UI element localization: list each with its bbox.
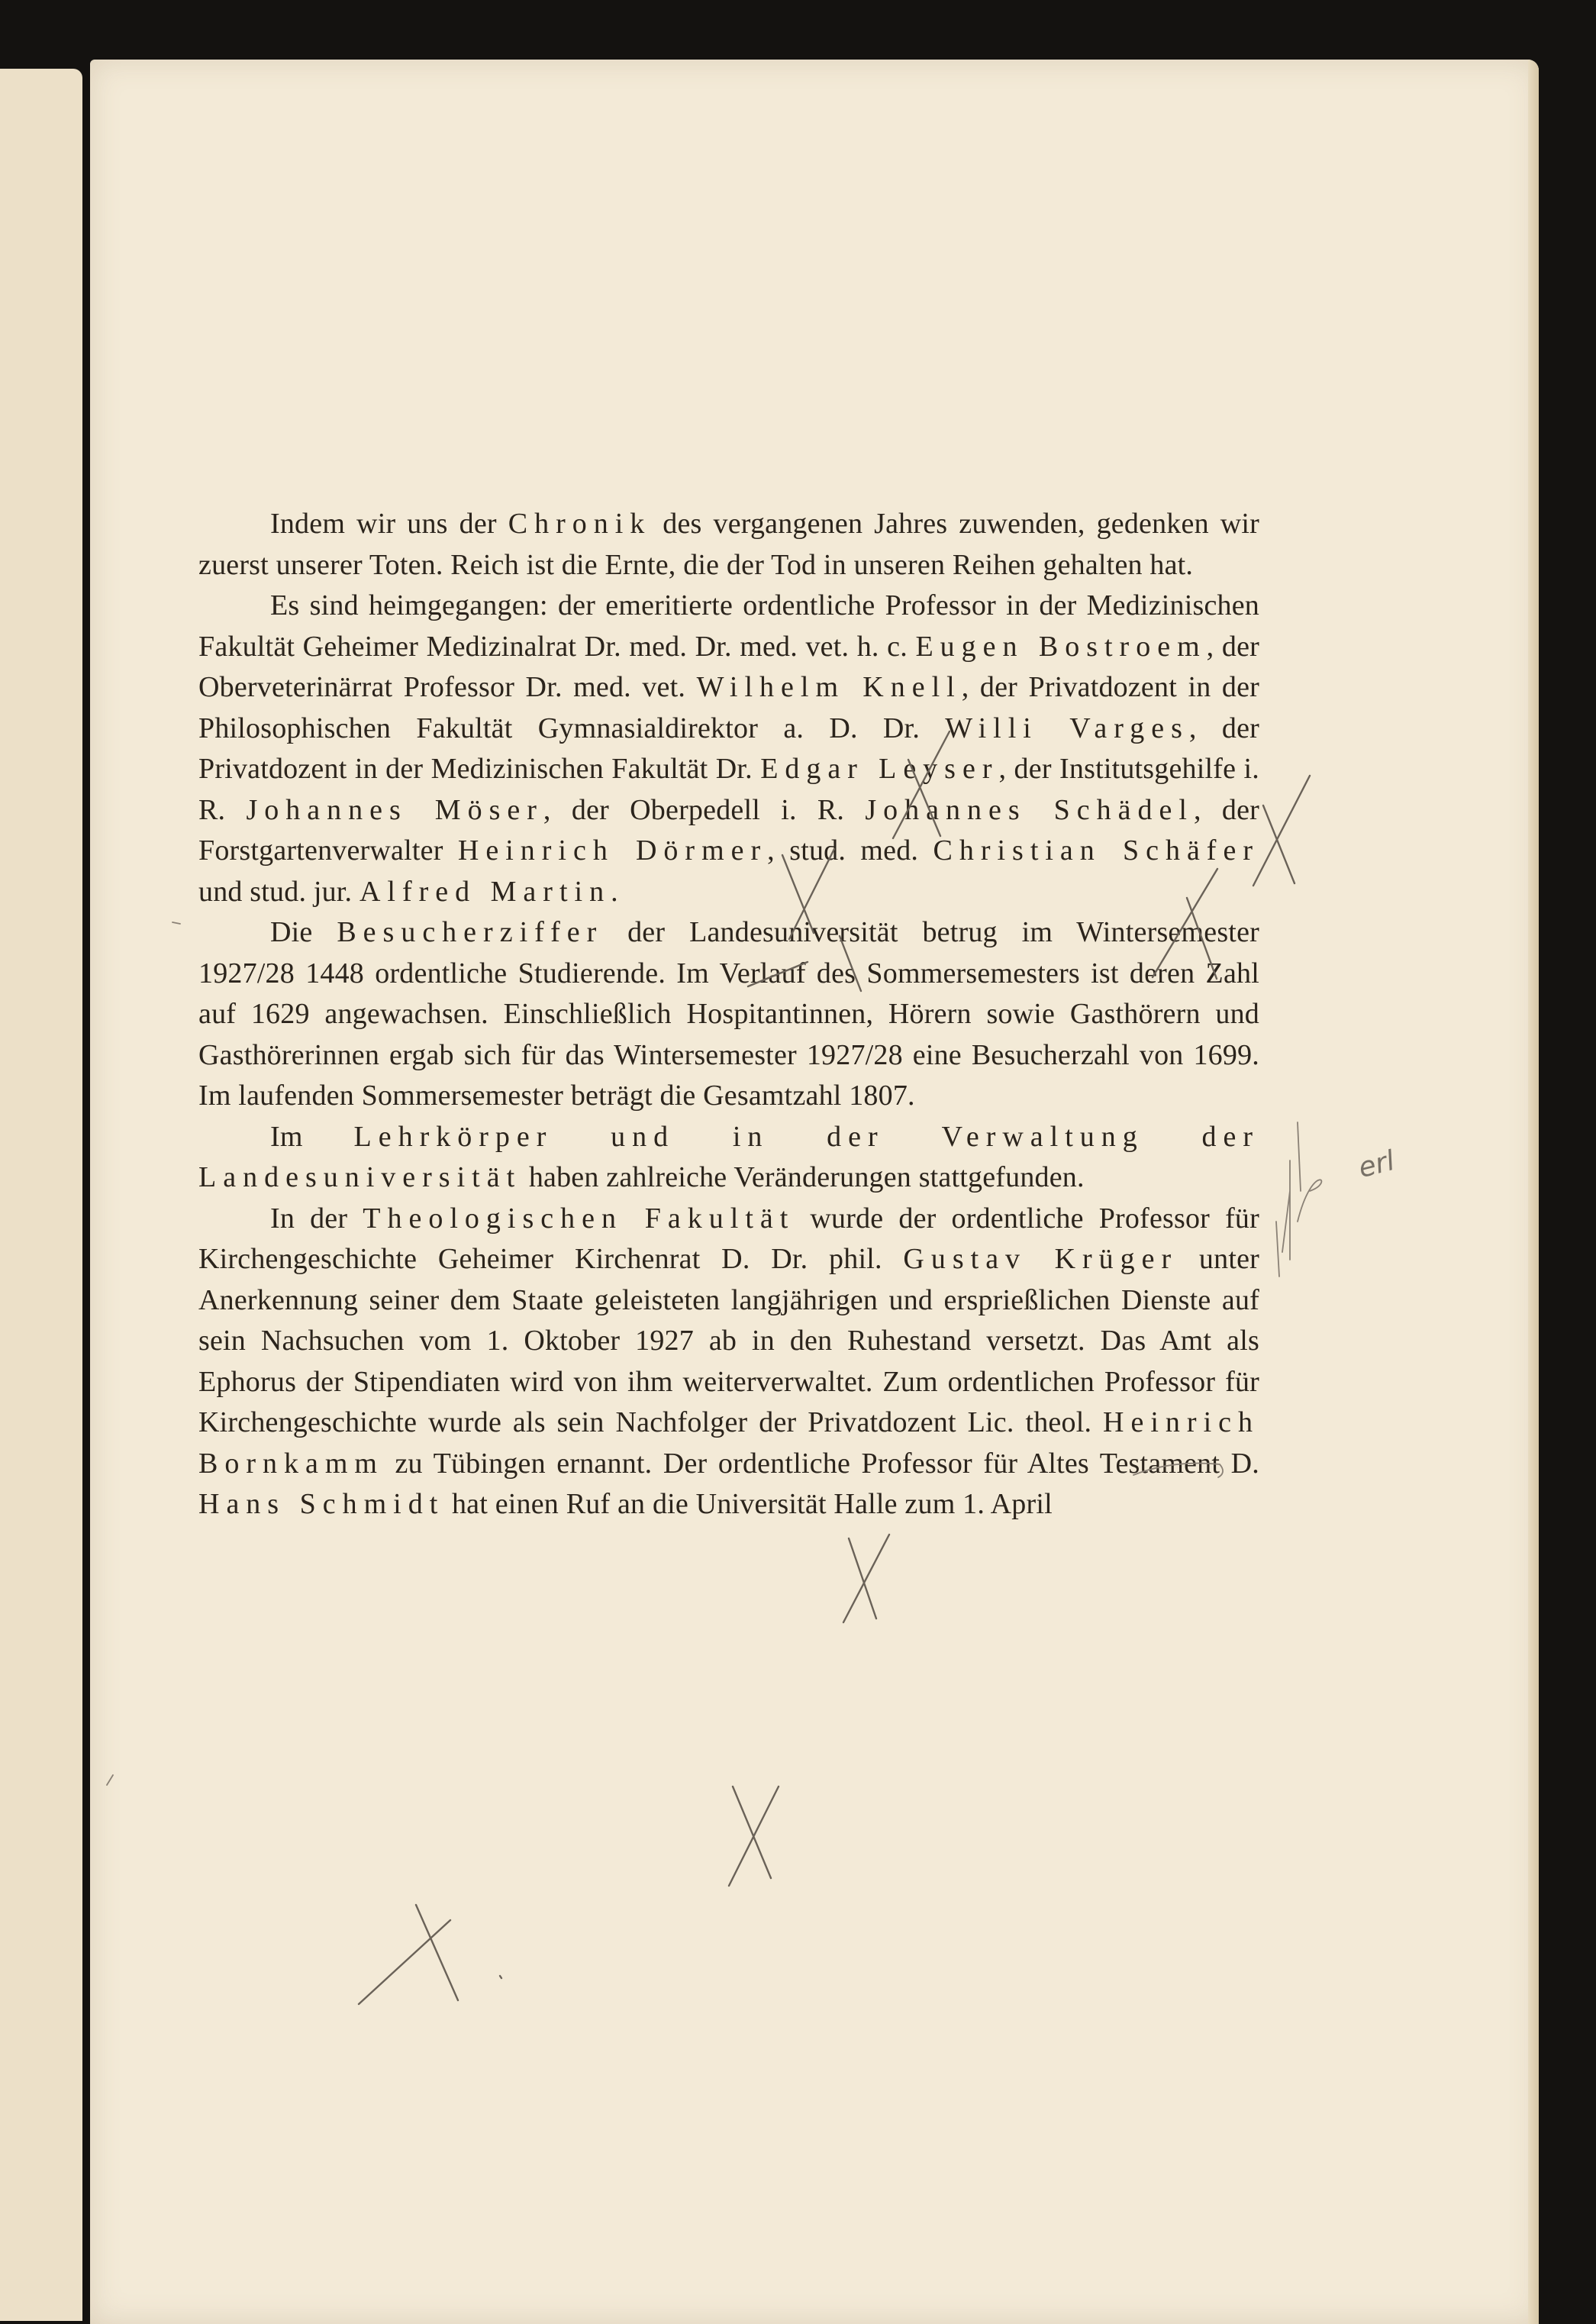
text-run: haben zahlreiche Veränderungen stattgefunden. [521,1161,1085,1193]
text-run: zu Tübingen ernannt. Der ordentliche Professor für Altes Testament D. [383,1447,1259,1480]
spaced-name: Johannes Möser [246,793,543,826]
text-run: und stud. jur. [198,875,360,908]
spaced-name: Lehrkörper und in der Verwaltung der Landesuniversität [198,1120,1259,1193]
spaced-name: Chronik [508,508,652,540]
spaced-name: Theologischen Fakultät [363,1202,795,1235]
text-run: , stud. med. [767,834,933,867]
spaced-name: Hans Schmidt [198,1488,445,1520]
spaced-name: Alfred Martin [359,875,611,908]
text-run: Die [270,916,337,948]
text-run: , der Privatdozent in der Medizinischen Fakultät Dr. [198,712,1259,785]
spaced-name: Eugen Bostroem [915,630,1207,663]
facing-page-edge [0,69,82,2321]
paragraph-deceased [198,586,1259,912]
spaced-name: Johannes Schädel [865,793,1194,826]
paragraph-staff-changes [198,1117,1259,1199]
text-run: Es sind heimgegangen: der emeritierte ordentliche Professor in der Medizinischen Fakultät Geheimer Medizinalrat Dr. med. Dr. med. vet. h. c. [198,589,1259,663]
text-run: des vergangenen Jahres zuwenden, gedenken wir zuerst unserer Toten. Reich ist die Ernte, die der Tod in unseren Reihen gehalten hat. [198,508,1259,581]
text-run: unter Anerkennung seiner dem Staate geleisteten langjährigen und ersprießlichen Dienste auf sein Nachsuchen vom 1. Oktober 1927 ab in den Ruhestand versetzt. Das Amt als Ephorus der Stipendiaten wird von ihm weiterverwaltet. Zum ordentlichen Professor für Kirchengeschichte wurde als sein Nachfolger der Privatdozent Lic. theol. [198,1243,1259,1438]
margin-note: erl [1355,1144,1398,1185]
text-run: der Landesuniversität betrug im Wintersemester 1927/28 1448 ordentliche Studierende. Im Verlauf des Sommersemesters ist deren Zahl auf 1629 angewachsen. Einschließlich Hospitantinnen, Hörern sowie Gasthörern und Gasthörerinnen ergab sich für das Wintersemester 1927/28 eine Besucherzahl von 1699. Im laufenden Sommersemester beträgt die Gesamtzahl 1807. [198,916,1259,1112]
text-run: wurde der ordentliche Professor für Kirchengeschichte Geheimer Kirchenrat D. Dr. phil. [198,1202,1259,1275]
paragraph-theology-faculty [198,1199,1259,1525]
spaced-name: Christian Schäfer [933,834,1259,867]
spaced-name: Besucherziffer [337,916,604,948]
text-run: hat einen Ruf an die Universität Halle zum 1. April [444,1488,1053,1520]
spaced-name: Heinrich Dörmer [457,834,768,867]
page-fore-edge [1528,60,1539,2324]
text-run: In der [270,1202,363,1235]
spaced-name: Wilhelm Knell [696,671,962,703]
body-text [198,504,1259,1525]
spaced-name: Heinrich Bornkamm [198,1406,1259,1480]
text-run: Indem wir uns der [270,508,508,540]
text-run: , der Forstgartenverwalter [198,793,1259,867]
text-run: . [611,875,618,908]
text-run: , der Oberveterinärrat Professor Dr. med. vet. [198,630,1259,703]
text-run: , der Oberpedell i. R. [543,793,866,826]
paragraph-chronik [198,504,1259,586]
text-run: Im [270,1120,354,1153]
paragraph-enrollment [198,912,1259,1117]
text-run: , der Privatdozent in der Philosophischen Fakultät Gymnasialdirektor a. D. Dr. [198,671,1259,744]
spaced-name: Gustav Krüger [903,1243,1178,1275]
text-run: , der Institutsgehilfe i. R. [198,753,1260,826]
spaced-name: Edgar Leyser [760,753,999,785]
spaced-name: Willi Varges [945,712,1189,744]
